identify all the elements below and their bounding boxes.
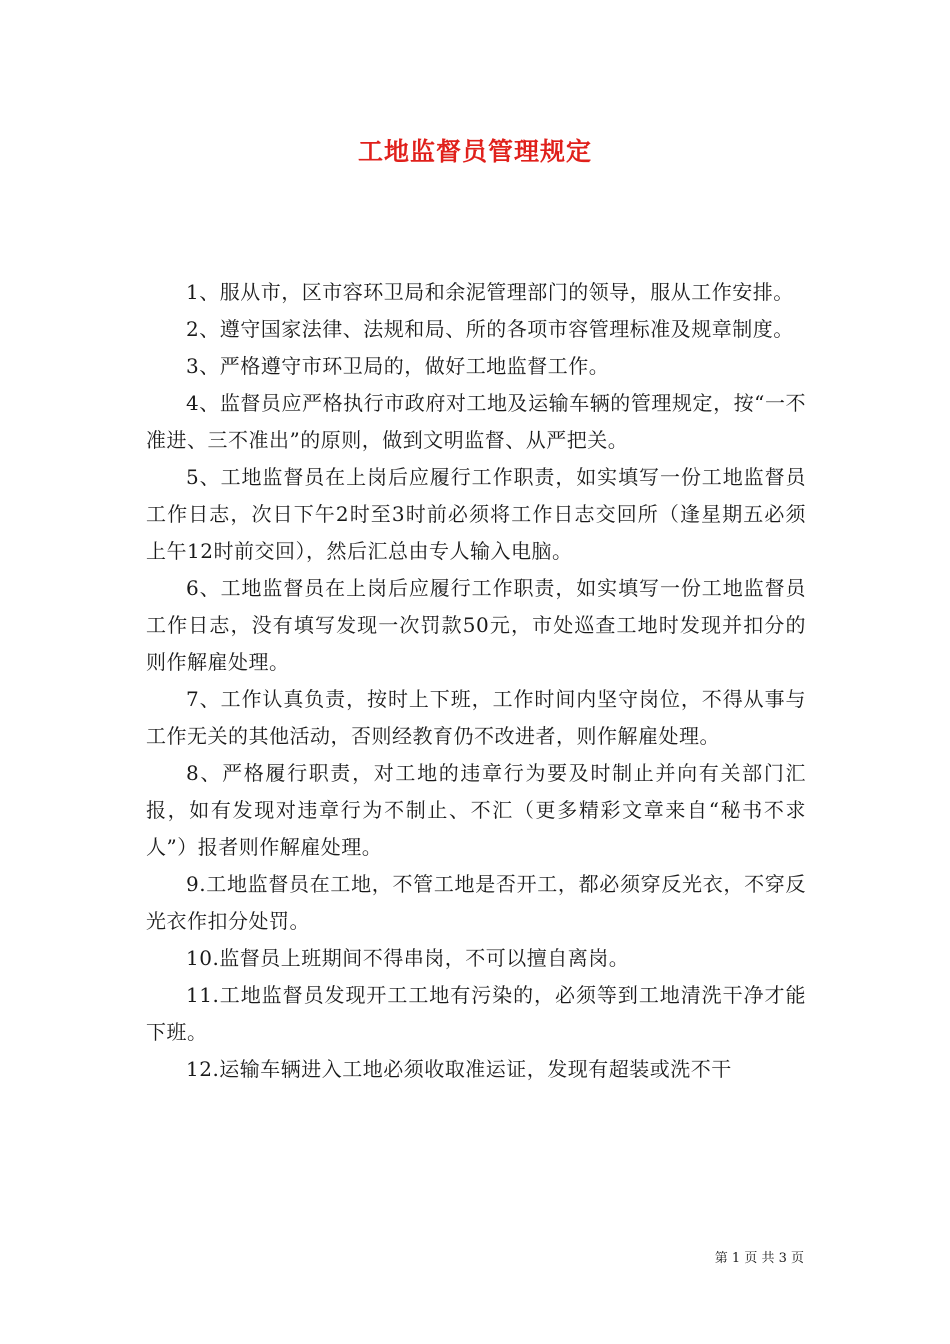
rule-paragraph-4: 4、监督员应严格执行市政府对工地及运输车辆的管理规定，按“一不准进、三不准出”的原则，做到文明监督、从严把关。: [146, 391, 806, 452]
rule-paragraph-11: 11.工地监督员发现开工工地有污染的，必须等到工地清洗干净才能下班。: [146, 983, 806, 1044]
document-title: 工地监督员管理规定: [357, 137, 592, 166]
rule-paragraph-7: 7、工作认真负责，按时上下班，工作时间内坚守岗位，不得从事与工作无关的其他活动，否则经教育仍不改进者，则作解雇处理。: [146, 687, 806, 748]
page-number-footer: 第 1 页 共 3 页: [714, 1251, 804, 1266]
rule-paragraph-3: 3、严格遵守市环卫局的，做好工地监督工作。: [186, 354, 610, 378]
rule-paragraph-5: 5、工地监督员在上岗后应履行工作职责，如实填写一份工地监督员工作日志，次日下午2时至3时前必须将工作日志交回所（逢星期五必须上午12时前交回），然后汇总由专人输入电脑。: [146, 465, 806, 563]
rule-paragraph-8: 8、严格履行职责，对工地的违章行为要及时制止并向有关部门汇报，如有发现对违章行为不制止、不汇（更多精彩文章来自“秘书不求人”）报者则作解雇处理。: [146, 761, 806, 859]
rule-paragraph-12: 12.运输车辆进入工地必须收取准运证，发现有超装或洗不干: [186, 1057, 732, 1081]
rule-paragraph-2: 2、遵守国家法律、法规和局、所的各项市容管理标准及规章制度。: [186, 317, 794, 341]
rule-paragraph-10: 10.监督员上班期间不得串岗，不可以擅自离岗。: [186, 946, 630, 970]
rule-paragraph-9: 9.工地监督员在工地，不管工地是否开工，都必须穿反光衣，不穿反光衣作扣分处罚。: [146, 872, 806, 933]
rule-paragraph-6: 6、工地监督员在上岗后应履行工作职责，如实填写一份工地监督员工作日志，没有填写发现一次罚款50元，市处巡查工地时发现并扣分的则作解雇处理。: [146, 576, 806, 674]
rule-paragraph-1: 1、服从市，区市容环卫局和余泥管理部门的领导，服从工作安排。: [186, 280, 794, 304]
document-body: [146, 274, 806, 1088]
